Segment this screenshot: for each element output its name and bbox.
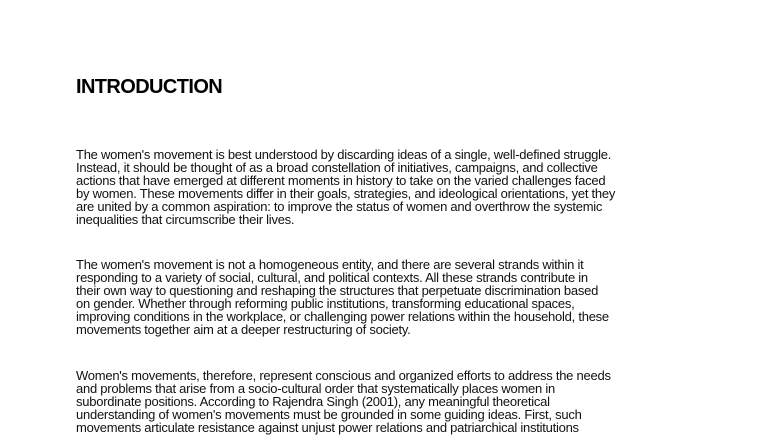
paragraph-line: movements together aim at a deeper restructuring of society.: [76, 322, 411, 337]
paragraph-line: Women's movements, therefore, represent conscious and organized efforts to address the needs: [76, 368, 611, 383]
section-heading: INTRODUCTION: [76, 76, 223, 98]
paragraph-line: by women. These movements differ in their goals, strategies, and ideological orientations, yet they: [76, 186, 616, 201]
paragraph-line: responding to a variety of social, cultural, and political contexts. All these strands contribute in: [76, 270, 588, 285]
paragraph-line: improving conditions in the workplace, or challenging power relations within the household, these: [76, 309, 609, 324]
paragraph-line: actions that have emerged at different moments in history to take on the varied challenges faced: [76, 173, 606, 188]
paragraph-line: inequalities that circumscribe their lives.: [76, 212, 295, 227]
paragraph-3: [76, 369, 611, 434]
paragraph-line: The women's movement is best understood by discarding ideas of a single, well-defined struggle.: [76, 147, 612, 162]
paragraph-line: and problems that arise from a socio-cultural order that systematically places women in: [76, 381, 555, 396]
paragraph-line: The women's movement is not a homogeneous entity, and there are several strands within it: [76, 257, 584, 272]
paragraph-line: movements articulate resistance against unjust power relations and patriarchical institutions: [76, 420, 579, 435]
paragraph-line: on gender. Whether through reforming public institutions, transforming educational spaces,: [76, 296, 575, 311]
paragraph-line: subordinate positions. According to Rajendra Singh (2001), any meaningful theoretical: [76, 394, 550, 409]
paragraph-line: Instead, it should be thought of as a broad constellation of initiatives, campaigns, and collective: [76, 160, 598, 175]
paragraph-line: their own way to questioning and reshaping the structures that perpetuate discrimination based: [76, 283, 599, 298]
paragraph-1: [76, 148, 615, 226]
paragraph-2: [76, 258, 609, 336]
paragraph-line: understanding of women's movements must be grounded in some guiding ideas. First, such: [76, 407, 582, 422]
paragraph-line: are united by a common aspiration: to improve the status of women and overthrow the systemic: [76, 199, 603, 214]
